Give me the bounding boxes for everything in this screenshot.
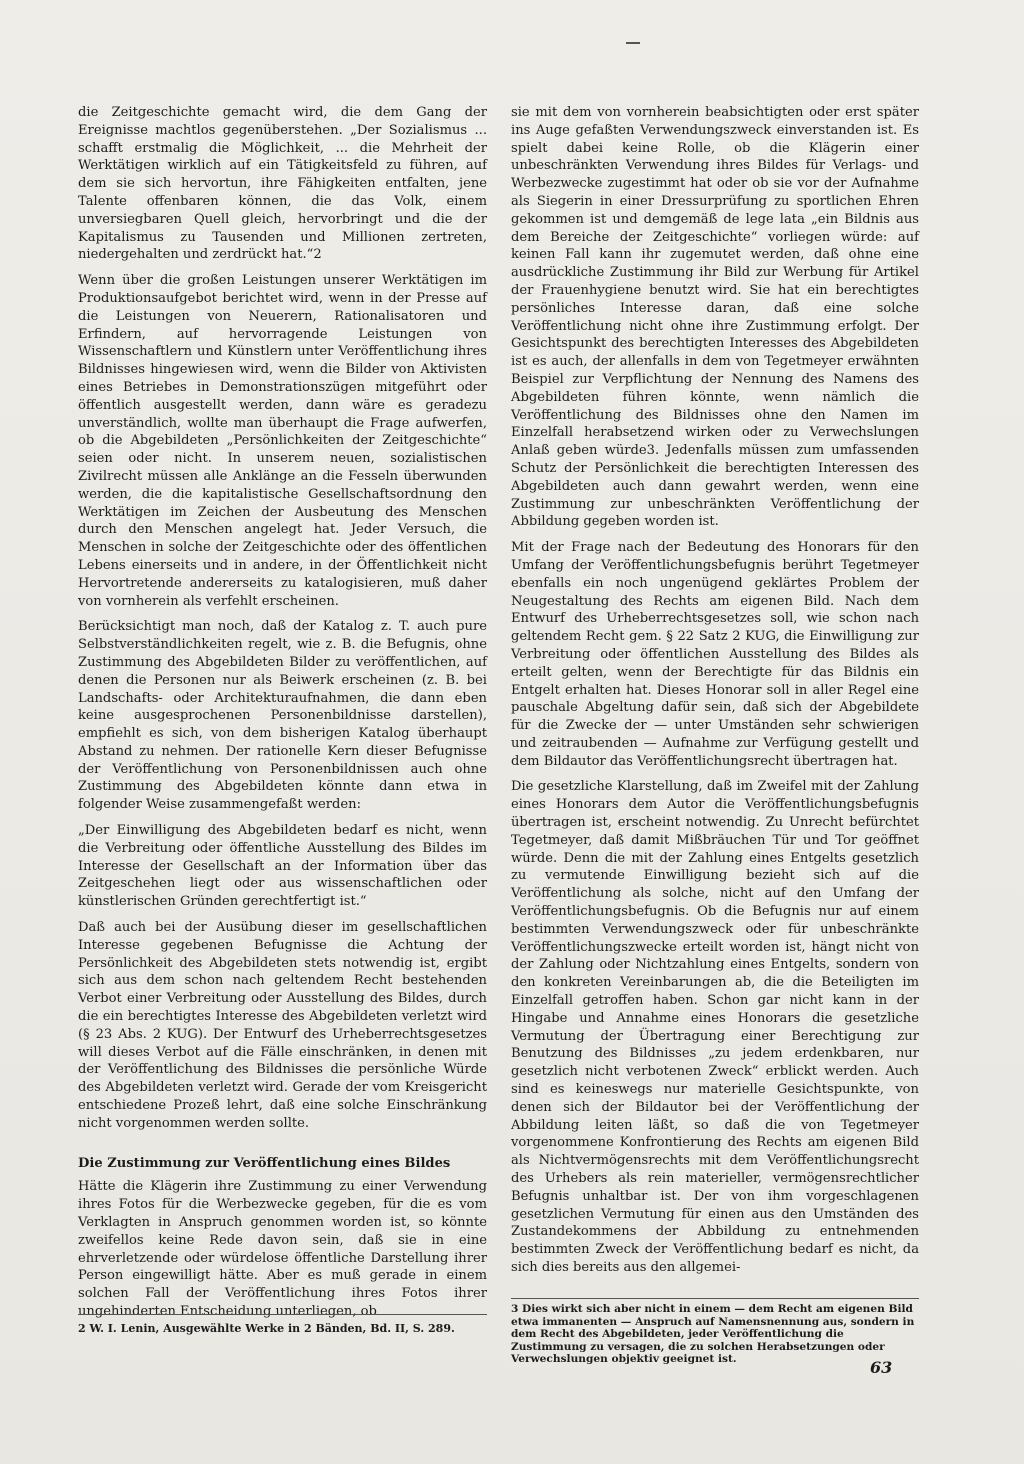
page-number: 63 bbox=[870, 1358, 893, 1377]
paragraph: Die gesetzliche Klarstellung, daß im Zweifel mit der Zahlung eines Honorars dem Autor die Veröffentlichungsbefugnis übertragen ist, erscheint notwendig. Zu Unrecht befürchtet Tegetmeyer, daß damit Mißbräuchen Tür und Tor geöffnet würde. Denn die mit der Zahlung eines Entgelts gesetzlich zu vermutende Einwilligung bezieht sich auf die Veröffentlichung als solche, nicht auf den Umfang der Veröffentlichungsbefugnis. Ob die Befugnis nur auf einem bestimmten Verwendungszweck oder für unbeschränkte Veröffentlichungszwecke erteilt worden ist, hängt nicht von der Zahlung oder Nichtzahlung eines Entgelts, sondern von den konkreten Vereinbarungen ab, die die Beteiligten im Einzelfall getroffen haben. Schon gar nicht kann in der Hingabe und Annahme eines Honorars die gesetzliche Vermutung der Übertragung einer Berechtigung zur Benutzung des Bildnisses „zu jedem erdenkbaren, nur gesetzlich nicht verbotenen Zweck“ erblickt werden. Auch sind es keineswegs nur materielle Gesichtspunkte, von denen sich der Bildautor bei der Veröffentlichung der Abbildung leiten läßt, so daß die von Tegetmeyer vorgenommene Konfrontierung des Rechts am eigenen Bild als Nichtvermögensrechts mit dem Veröffentlichungsrecht des Urhebers als rein materieller, vermögensrechtlicher Befugnis unhaltbar ist. Der von ihm vorgeschlagenen gesetzlichen Vermutung für einen aus den Umständen des Zustandekommens der Abbildung zu entnehmenden bestimmten Zweck der Veröffentlichung bedarf es nicht, da sich dies bereits aus den allgemei- bbox=[511, 779, 919, 1275]
block-quote: „Der Einwilligung des Abgebildeten bedarf es nicht, wenn die Verbreitung oder öffentliche Ausstellung des Bildes im Interesse der Gesellschaft an der Information über das Zeitgeschehen liegt oder aus wissenschaftlichen oder künstlerischen Gründen gerechtfertigt ist.“ bbox=[78, 823, 487, 910]
footnote: 3 Dies wirkt sich aber nicht in einem — dem Recht am eigenen Bild etwa immanenten — Anspruch auf Namensnennung aus, sondern in dem Recht des Abgebildeten, jeder Veröffentlichung die Zustimmung zu versagen, die zu solchen Herabsetzungen oder Verwechslungen objektiv geeignet ist. bbox=[511, 1298, 919, 1366]
footnote: 2 W. I. Lenin, Ausgewählte Werke in 2 Bänden, Bd. II, S. 289. bbox=[78, 1322, 455, 1335]
decorative-mark bbox=[626, 42, 640, 44]
section-heading: Die Zustimmung zur Veröffentlichung eines Bildes bbox=[78, 1155, 451, 1171]
footnote-rule bbox=[78, 1314, 487, 1315]
paragraph: Berücksichtigt man noch, daß der Katalog z. T. auch pure Selbstverständlichkeiten regelt, wie z. B. die Befugnis, ohne Zustimmung des Abgebildeten Bilder zu veröffentlichen, auf denen die Personen nur als Beiwerk erscheinen (z. B. bei Landschafts- oder Architekturaufnahmen, die dann eben keine ausgesprochenen Personenbildnisse darstellen), empfiehlt es sich, von dem bisherigen Katalog überhaupt Abstand zu nehmen. Der rationelle Kern dieser Befugnisse der Veröffentlichung von Personenbildnissen auch ohne Zustimmung des Abgebildeten könnte dann etwa in folgender Weise zusammengefaßt werden: bbox=[78, 619, 487, 813]
paragraph: Hätte die Klägerin ihre Zustimmung zu einer Verwendung ihres Fotos für die Werbezwecke gegeben, für die es vom Verklagten in Anspruch genommen worden ist, so könnte zweifellos keine Rede davon sein, daß sie in eine ehrverletzende oder würdelose öffentliche Darstellung ihrer Person eingewilligt hätte. Aber es muß gerade in einem solchen Fall der Veröffentlichung ihres Fotos ihrer ungehinderten Entscheidung unterliegen, ob bbox=[78, 1179, 487, 1319]
paragraph: die Zeitgeschichte gemacht wird, die dem Gang der Ereignisse machtlos gegenüberstehen. „Der Sozialismus ... schafft erstmalig die Möglichkeit, ... die Mehrheit der Werktätigen wirklich auf ein Tätigkeitsfeld zu führen, auf dem sie sich hervortun, ihre Fähigkeiten entfalten, jene Talente offenbaren können, die das Volk, einem unversiegbaren Quell gleich, hervorbringt und die der Kapitalismus zu Tausenden und Millionen zertreten, niedergehalten und zerdrückt hat.“2 bbox=[78, 105, 487, 263]
paragraph: Wenn über die großen Leistungen unserer Werktätigen im Produktionsaufgebot berichtet wird, wenn in der Presse auf die Leistungen von Neuerern, Rationalisatoren und Erfindern, auf hervorragende Leistungen von Wissenschaftlern und Künstlern unter Veröffentlichung ihres Bildnisses hingewiesen wird, wenn die Bilder von Aktivisten eines Betriebes in Demonstrationszügen mitgeführt oder öffentlich ausgestellt werden, dann wäre es geradezu unverständlich, wollte man überhaupt die Frage aufwerfen, ob die Abgebildeten „Persönlichkeiten der Zeitgeschichte“ seien oder nicht. In unserem neuen, sozialistischen Zivilrecht müssen alle Anklänge an die Fesseln überwunden werden, die die kapitalistische Gesellschaftsordnung den Werktätigen im Zeichen der Ausbeutung des Menschen durch den Menschen angelegt hat. Jeder Versuch, die Menschen in solche der Zeitgeschichte oder des öffentlichen Lebens einerseits und in andere, in der Öffentlichkeit nicht Hervortretende andererseits zu katalogisieren, muß daher von vornherein als verfehlt erscheinen. bbox=[78, 273, 487, 609]
paragraph: sie mit dem von vornherein beabsichtigten oder erst später ins Auge gefaßten Verwendungszweck einverstanden ist. Es spielt dabei keine Rolle, ob die Klägerin einer unbeschränkten Verwendung ihres Bildes für Verlags- und Werbezwecke zugestimmt hat oder ob sie vor der Aufnahme als Siegerin in einer Dressurprüfung zu sportlichen Ehren gekommen ist und demgemäß de lege lata „ein Bildnis aus dem Bereiche der Zeitgeschichte“ vorliegen würde: auf keinen Fall kann ihr zugemutet werden, daß ohne eine ausdrückliche Zustimmung ihr Bild zur Werbung für Artikel der Frauenhygiene benutzt wird. Sie hat ein berechtigtes persönliches Interesse daran, daß eine solche Veröffentlichung nicht ohne ihre Zustimmung erfolgt. Der Gesichtspunkt des berechtigten Interesses des Abgebildeten ist es auch, der allenfalls in dem von Tegetmeyer erwähnten Beispiel zur Verpflichtung der Nennung des Namens des Abgebildeten führen könnte, wenn nämlich die Veröffentlichung des Bildnisses ohne den Namen im Einzelfall herabsetzend wirken oder zu Verwechslungen Anlaß geben würde3. Jedenfalls müssen zum umfassenden Schutz der Persönlichkeit die berechtigten Interessen des Abgebildeten auch dann gewahrt werden, wenn eine Zustimmung zur unbeschränkten Veröffentlichung der Abbildung gegeben worden ist. bbox=[511, 105, 919, 530]
paragraph: Daß auch bei der Ausübung dieser im gesellschaftlichen Interesse gegebenen Befugnisse die Achtung der Persönlichkeit des Abgebildeten stets notwendig ist, ergibt sich aus dem schon nach geltendem Recht bestehenden Verbot einer Verbreitung oder Ausstellung des Bildes, durch die ein berechtigtes Interesse des Abgebildeten verletzt wird (§ 23 Abs. 2 KUG). Der Entwurf des Urheberrechtsgesetzes will dieses Verbot auf die Fälle einschränken, in denen mit der Veröffentlichung des Bildnisses die persönliche Würde des Abgebildeten verletzt wird. Gerade der vom Kreisgericht entschiedene Prozeß lehrt, daß eine solche Einschränkung nicht vorgenommen werden sollte. bbox=[78, 920, 487, 1131]
left-column bbox=[78, 104, 487, 1329]
right-column bbox=[511, 104, 919, 1285]
paragraph: Mit der Frage nach der Bedeutung des Honorars für den Umfang der Veröffentlichungsbefugnis berührt Tegetmeyer ebenfalls ein noch ungenügend geklärtes Problem der Neugestaltung des Rechts am eigenen Bild. Nach dem Entwurf des Urheberrechtsgesetzes soll, wie schon nach geltendem Recht gem. § 22 Satz 2 KUG, die Einwilligung zur Verbreitung oder öffentlichen Ausstellung des Bildes als erteilt gelten, wenn der Berechtigte für das Bildnis ein Entgelt erhalten hat. Dieses Honorar soll in aller Regel eine pauschale Abgeltung dafür sein, daß sich der Abgebildete für die Zwecke der — unter Umständen sehr schwierigen und zeitraubenden — Aufnahme zur Verfügung gestellt und dem Bildautor das Veröffentlichungsrecht übertragen hat. bbox=[511, 540, 919, 769]
